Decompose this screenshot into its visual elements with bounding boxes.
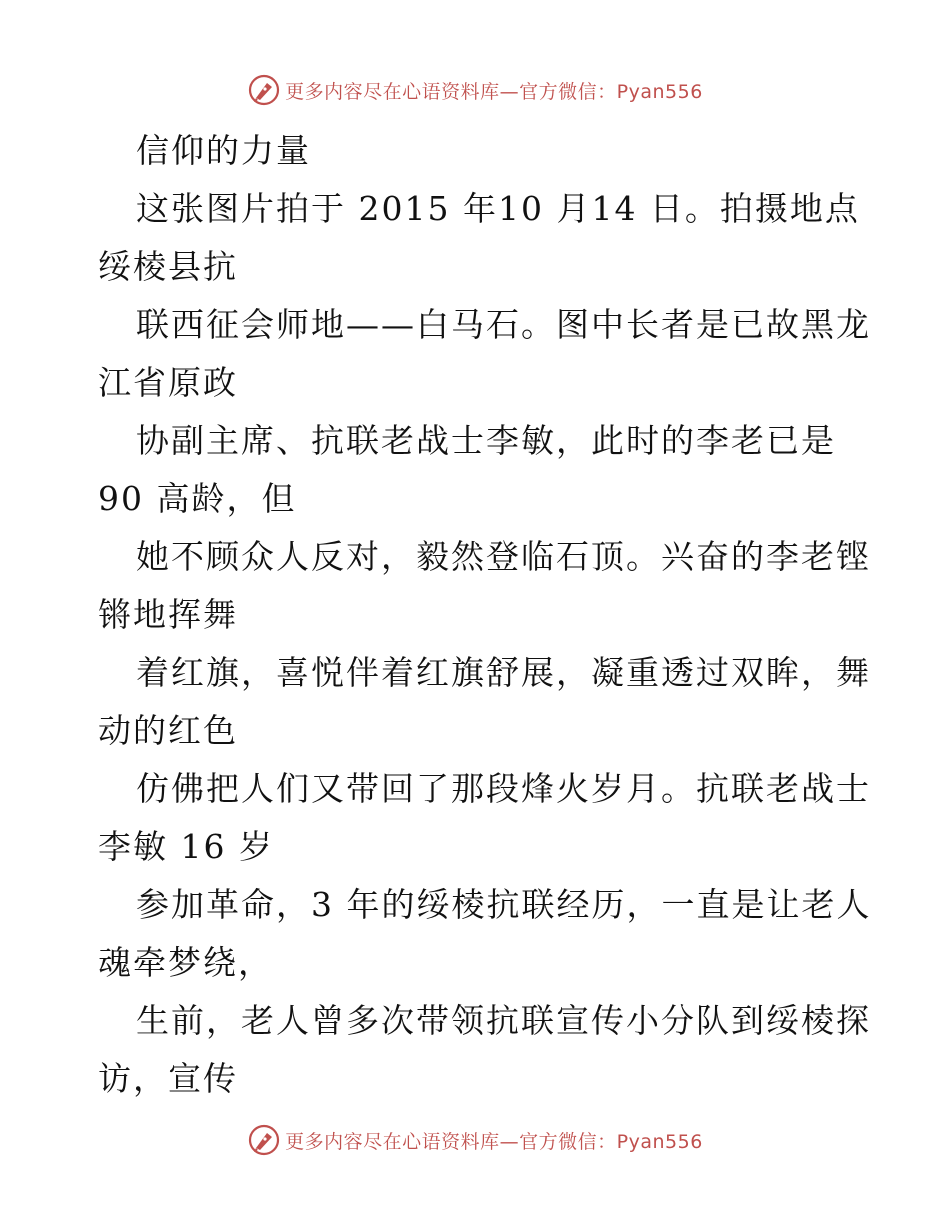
text-line: 参加革命，3 年的绥棱抗联经历，一直是让老人 — [136, 885, 872, 924]
text-line: 访，宣传 — [98, 1059, 238, 1098]
text-line: 联西征会师地——白马石。图中长者是已故黑龙 — [136, 305, 871, 344]
document-body — [98, 122, 872, 1108]
footer-banner-text: 更多内容尽在心语资料库—官方微信：Pyan556 — [285, 1130, 703, 1153]
footer-banner — [0, 1122, 950, 1158]
text-line: 她不顾众人反对，毅然登临石顶。兴奋的李老铿 — [136, 537, 871, 576]
text-line: 锵地挥舞 — [98, 595, 238, 634]
header-banner — [0, 72, 950, 108]
header-banner-text: 更多内容尽在心语资料库—官方微信：Pyan556 — [285, 80, 703, 103]
text-line: 生前，老人曾多次带领抗联宣传小分队到绥棱探 — [136, 1001, 871, 1040]
text-line: 江省原政 — [98, 363, 238, 402]
text-line: 协副主席、抗联老战士李敏，此时的李老已是 — [136, 421, 836, 460]
text-line: 仿佛把人们又带回了那段烽火岁月。抗联老战士 — [136, 769, 871, 808]
text-line: 绥棱县抗 — [98, 247, 238, 286]
header-banner-content — [247, 73, 703, 107]
text-line: 魂牵梦绕， — [98, 943, 273, 982]
pen-nib-logo-icon — [247, 73, 281, 107]
text-line: 动的红色 — [98, 711, 238, 750]
text-line: 李敏 16 岁 — [98, 827, 274, 866]
text-line: 90 高龄，但 — [98, 479, 297, 518]
text-line: 这张图片拍于 2015 年10 月14 日。拍摄地点 — [136, 189, 860, 228]
pen-nib-logo-icon — [247, 1123, 281, 1157]
text-line: 着红旗，喜悦伴着红旗舒展，凝重透过双眸，舞 — [136, 653, 871, 692]
footer-banner-content — [247, 1123, 703, 1157]
document-title: 信仰的力量 — [136, 131, 311, 170]
